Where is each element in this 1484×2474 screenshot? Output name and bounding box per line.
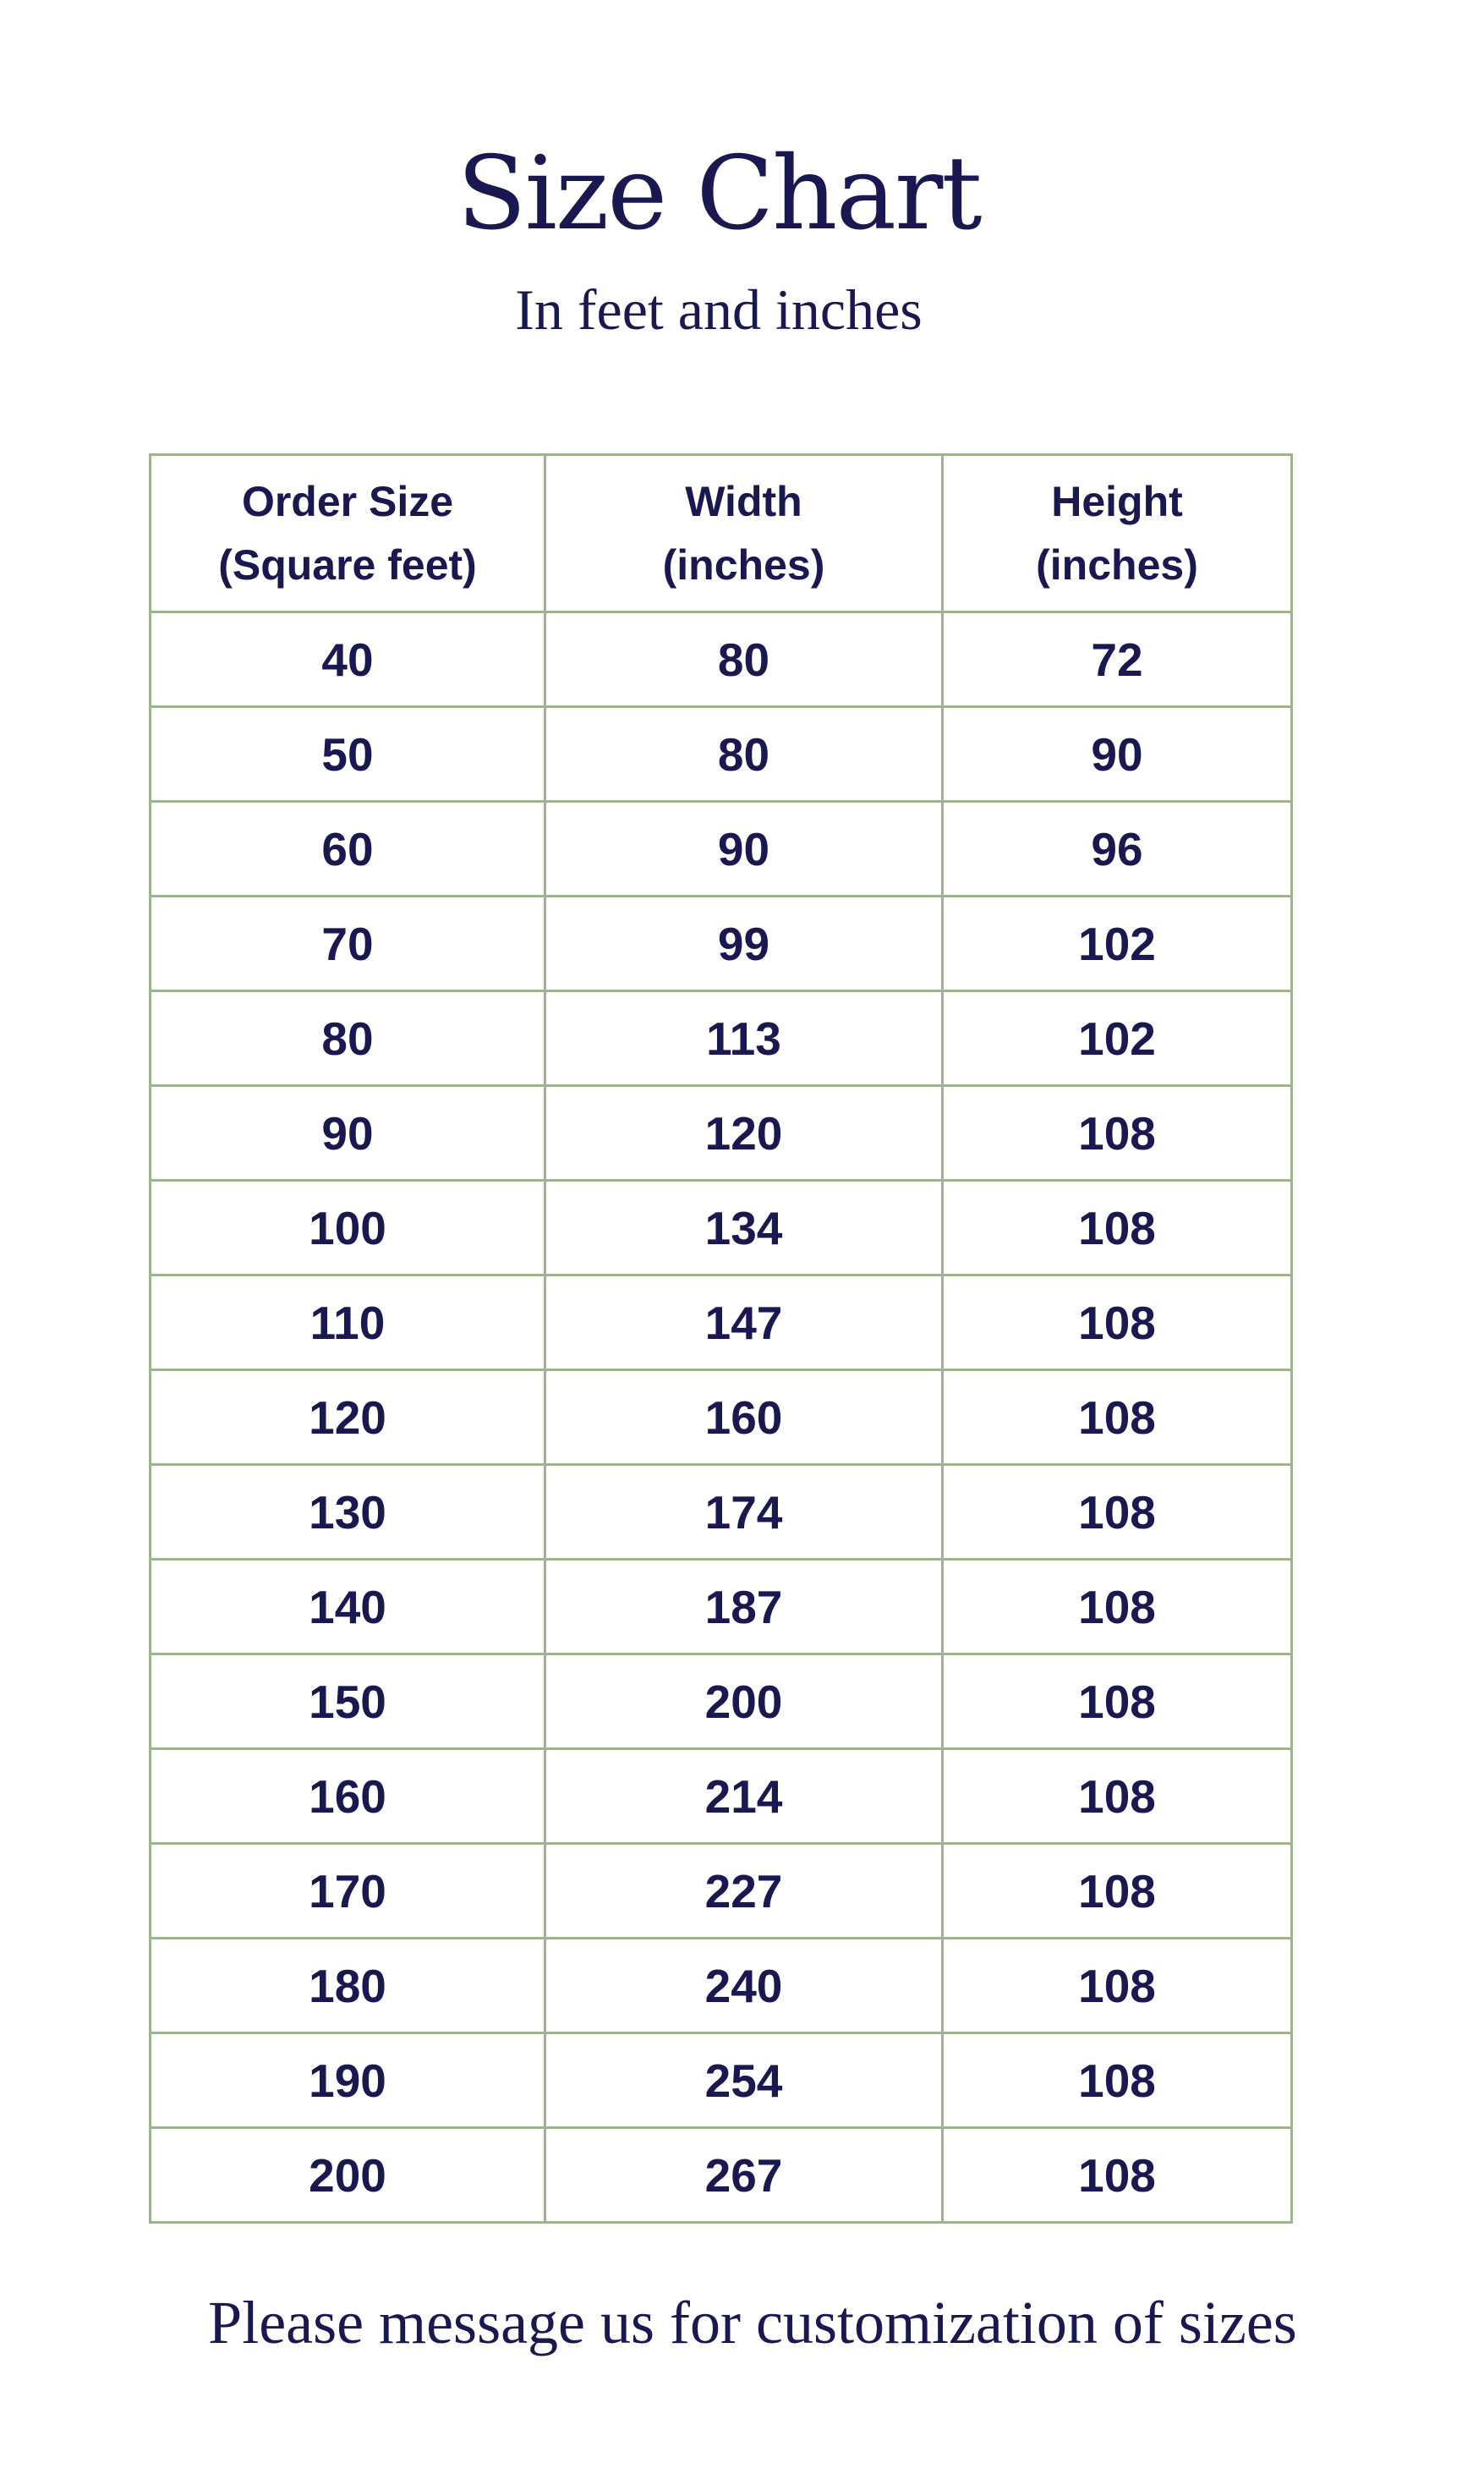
cell-width: 134 <box>545 1181 943 1275</box>
cell-height: 108 <box>943 1560 1292 1654</box>
cell-width: 267 <box>545 2128 943 2223</box>
cell-width: 254 <box>545 2033 943 2128</box>
cell-width: 90 <box>545 802 943 897</box>
table-row <box>151 1275 1292 1370</box>
cell-width: 174 <box>545 1465 943 1560</box>
table-row <box>151 1370 1292 1465</box>
cell-order-size: 170 <box>151 1844 545 1939</box>
cell-height: 108 <box>943 2033 1292 2128</box>
cell-height: 90 <box>943 707 1292 802</box>
cell-width: 99 <box>545 897 943 991</box>
cell-order-size: 70 <box>151 897 545 991</box>
cell-order-size: 50 <box>151 707 545 802</box>
column-header-line: Width <box>685 477 802 525</box>
column-header-order-size <box>151 455 545 612</box>
cell-height: 102 <box>943 991 1292 1086</box>
column-header-line: (inches) <box>1036 540 1198 589</box>
cell-order-size: 60 <box>151 802 545 897</box>
column-header-line: Order Size <box>241 477 454 525</box>
cell-height: 108 <box>943 1844 1292 1939</box>
table-row <box>151 1749 1292 1844</box>
cell-height: 108 <box>943 1370 1292 1465</box>
table-row <box>151 991 1292 1086</box>
cell-order-size: 100 <box>151 1181 545 1275</box>
table-row <box>151 1465 1292 1560</box>
cell-order-size: 40 <box>151 612 545 707</box>
column-header-line: Height <box>1051 477 1183 525</box>
table-row <box>151 2033 1292 2128</box>
cell-height: 108 <box>943 1749 1292 1844</box>
cell-width: 147 <box>545 1275 943 1370</box>
table-header-row <box>151 455 1292 612</box>
cell-height: 72 <box>943 612 1292 707</box>
cell-order-size: 130 <box>151 1465 545 1560</box>
cell-order-size: 90 <box>151 1086 545 1181</box>
cell-order-size: 150 <box>151 1654 545 1749</box>
table-row <box>151 707 1292 802</box>
cell-height: 108 <box>943 1465 1292 1560</box>
cell-width: 214 <box>545 1749 943 1844</box>
cell-height: 96 <box>943 802 1292 897</box>
cell-order-size: 120 <box>151 1370 545 1465</box>
cell-width: 187 <box>545 1560 943 1654</box>
cell-height: 108 <box>943 1275 1292 1370</box>
column-header-line: (Square feet) <box>218 540 477 589</box>
table-row <box>151 612 1292 707</box>
cell-order-size: 110 <box>151 1275 545 1370</box>
column-header-height <box>943 455 1292 612</box>
cell-order-size: 200 <box>151 2128 545 2223</box>
table-row <box>151 802 1292 897</box>
cell-width: 120 <box>545 1086 943 1181</box>
table-row <box>151 2128 1292 2223</box>
cell-height: 108 <box>943 2128 1292 2223</box>
cell-height: 102 <box>943 897 1292 991</box>
cell-height: 108 <box>943 1939 1292 2033</box>
cell-width: 240 <box>545 1939 943 2033</box>
table-row <box>151 1654 1292 1749</box>
table-row <box>151 1844 1292 1939</box>
page-title: Size Chart <box>457 135 981 253</box>
table-row <box>151 1181 1292 1275</box>
cell-height: 108 <box>943 1654 1292 1749</box>
table-row <box>151 1086 1292 1181</box>
customization-note: Please message us for customization of sizes <box>208 2289 1297 2356</box>
column-header-width <box>545 455 943 612</box>
cell-width: 200 <box>545 1654 943 1749</box>
cell-width: 80 <box>545 707 943 802</box>
cell-height: 108 <box>943 1086 1292 1181</box>
cell-order-size: 160 <box>151 1749 545 1844</box>
size-table <box>149 453 1293 2224</box>
cell-order-size: 80 <box>151 991 545 1086</box>
table-row <box>151 1939 1292 2033</box>
table-row <box>151 897 1292 991</box>
table-row <box>151 1560 1292 1654</box>
page-subtitle: In feet and inches <box>515 277 923 342</box>
column-header-line: (inches) <box>662 540 825 589</box>
cell-width: 80 <box>545 612 943 707</box>
cell-width: 227 <box>545 1844 943 1939</box>
cell-order-size: 190 <box>151 2033 545 2128</box>
cell-order-size: 140 <box>151 1560 545 1654</box>
cell-height: 108 <box>943 1181 1292 1275</box>
cell-order-size: 180 <box>151 1939 545 2033</box>
cell-width: 160 <box>545 1370 943 1465</box>
cell-width: 113 <box>545 991 943 1086</box>
